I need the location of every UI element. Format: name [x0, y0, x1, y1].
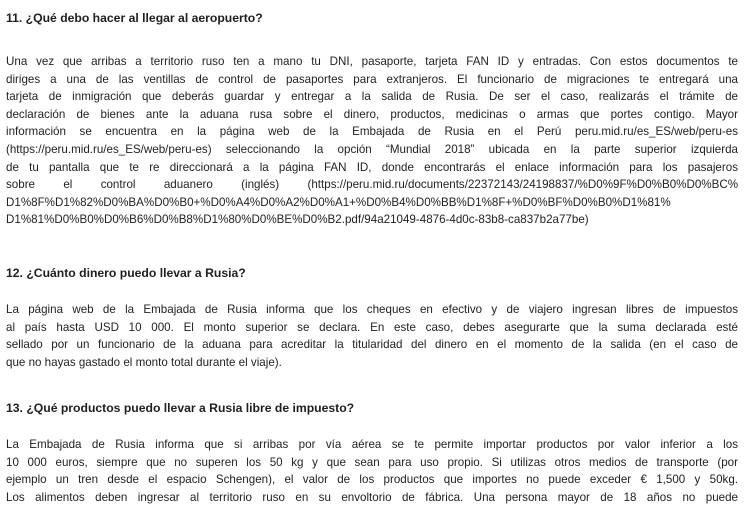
paragraph-line: Los alimentos deben ingresar al territorio ruso en su envoltorio de fábrica. Una persona mayor de 18 años no puede	[6, 490, 738, 504]
section-paragraph-12	[6, 301, 738, 371]
paragraph-line: al país hasta USD 10 000. El monto superior se declara. En este caso, debes asegurarte que la suma declarada esté	[6, 320, 738, 334]
paragraph-line: Una vez que arribas a territorio ruso ten a mano tu DNI, pasaporte, tarjeta FAN ID y entradas. Con estos documentos te	[6, 55, 738, 68]
paragraph-line: sellado por un funcionario de la aduana para acreditar la titularidad del dinero en el momento de la salida (en el caso de	[6, 338, 738, 352]
paragraph-line: diriges a una de las ventillas de control de pasaportes para extranjeros. El funcionario de migraciones te entregará una	[6, 72, 738, 86]
paragraph-line: D1%81%D0%B0%D0%B6%D0%B8%D1%80%D0%BE%D0%B2.pdf/94a21049-4876-4d0c-83b8-ca837b2a77be)	[6, 213, 589, 227]
paragraph-line: 10 000 euros, siempre que no superen los 50 kg y que sean para uso propio. Si utilizas otros medios de transporte (por	[6, 455, 738, 469]
paragraph-line: que no hayas gastado el monto total durante el viaje).	[6, 355, 282, 369]
paragraph-line: información se encuentra en la página web de la Embajada de Rusia en el Perú peru.mid.ru/es_ES/web/peru-es	[6, 125, 738, 139]
paragraph-line: ejemplo un tren desde el espacio Schengen), el valor de los productos que importes no puede exceder € 1,500 y 50kg.	[6, 473, 738, 487]
section-heading-12: 12. ¿Cuánto dinero puedo llevar a Rusia?	[6, 266, 246, 280]
section-paragraph-11	[6, 53, 738, 229]
section-heading-11: 11. ¿Qué debo hacer al llegar al aeropuerto?	[6, 11, 263, 25]
paragraph-line: sobre el control aduanero (inglés) (https://peru.mid.ru/documents/22372143/24198837/%D0%9F%D0%B0%D0%BC%	[6, 178, 738, 192]
paragraph-line: (https://peru.mid.ru/es_ES/web/peru-es) seleccionando la opción “Mundial 2018” ubicada en la parte superior izquierda	[6, 142, 738, 156]
paragraph-line: La Embajada de Rusia informa que si arribas por vía aérea se te permite importar productos por valor inferior a los	[6, 438, 738, 451]
paragraph-line: declaración de bienes ante la aduana rusa sobre el dinero, productos, medicinas o armas que portes contigo. Mayor	[6, 107, 738, 121]
paragraph-line: La página web de la Embajada de Rusia informa que los cheques en efectivo y de viajero ingresan libres de impuestos	[6, 303, 738, 316]
paragraph-line: tarjeta de inmigración que deberás guardar y entregar a la salida de Rusia. De ser el caso, realizarás el trámite de	[6, 90, 738, 104]
section-heading-13: 13. ¿Qué productos puedo llevar a Rusia libre de impuesto?	[6, 401, 355, 415]
paragraph-line: de tu pantalla que te re direccionará a la página FAN ID, donde encontrarás el enlace información para los pasajeros	[6, 160, 738, 174]
section-paragraph-13	[6, 436, 738, 506]
paragraph-line: D1%8F%D1%82%D0%BA%D0%B0+%D0%A4%D0%A2%D0%A1+%D0%B4%D0%BB%D1%8F+%D0%BF%D0%B0%D1%81%	[6, 195, 671, 209]
